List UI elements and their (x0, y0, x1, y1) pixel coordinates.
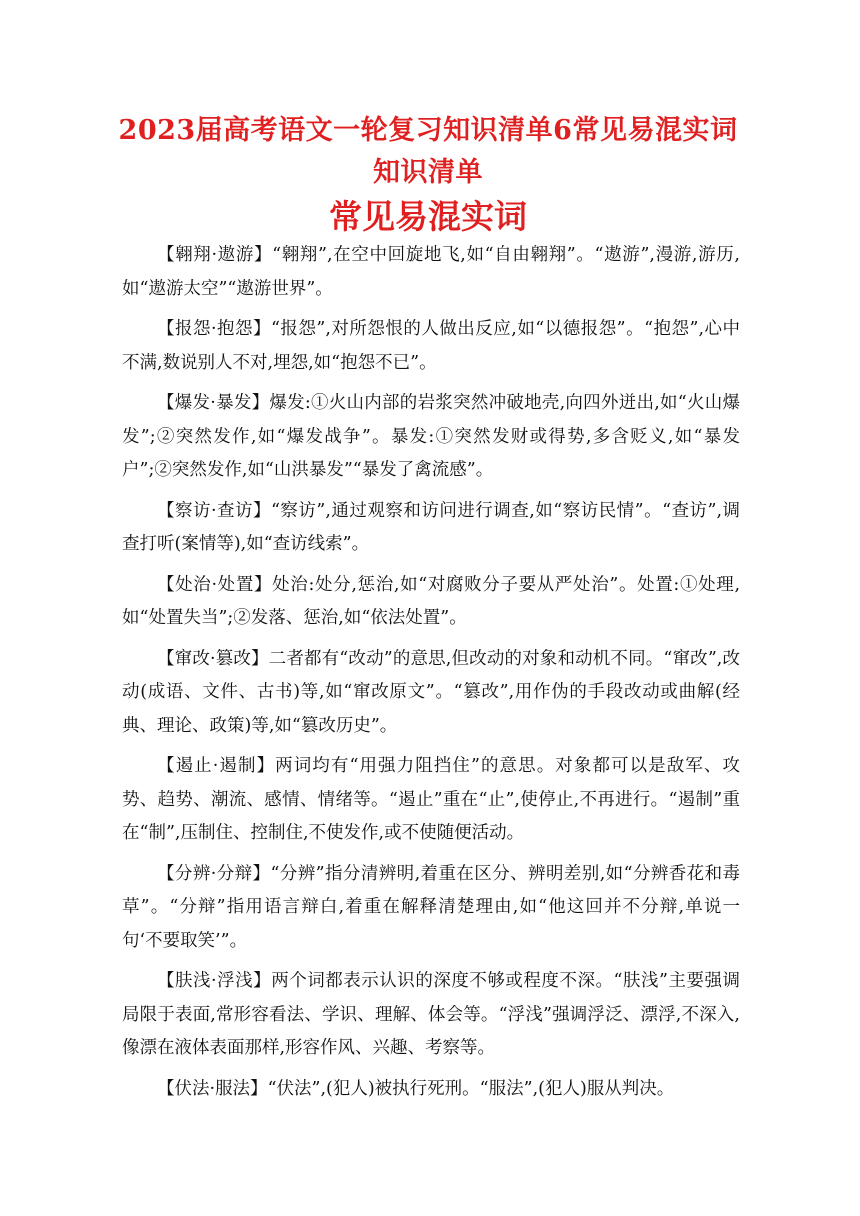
entry-text: 两词均有“用强力阻挡住”的意思。对象都可以是敌军、攻势、趋势、潮流、感情、情绪等。“遏止”重在“止”,使停止,不再进行。“遏制”重在“制”,压制住、控制住,不使发作,或不使随便活动。 (122, 756, 740, 843)
entry-term: 【察访·查访】 (157, 500, 271, 521)
entry-paragraph (122, 643, 740, 744)
entry-term: 【伏法·服法】 (157, 1078, 268, 1099)
entry-term: 【翱翔·遨游】 (157, 245, 273, 265)
entry-paragraph (122, 1073, 740, 1107)
entry-term: 【报怨·抱怨】 (157, 319, 271, 339)
document-title: 2023届高考语文一轮复习知识清单6常见易混实词知识清单 (118, 115, 738, 188)
entry-text: 爆发:①火山内部的岩浆突然冲破地壳,向四外迸出,如“火山爆发”;②突然发作,如“爆发战争”。暴发:①突然发财或得势,多含贬义,如“暴发户”;②突然发作,如“山洪暴发”“暴发了禽流感”。 (122, 393, 741, 480)
entry-text: “伏法”,(犯人)被执行死刑。“服法”,(犯人)服从判决。 (267, 1078, 675, 1099)
entry-text: 两个词都表示认识的深度不够或程度不深。“肤浅”主要强调局限于表面,常形容看法、学识、理解、体会等。“浮浅”强调浮泛、漂浮,不深入,像漂在液体表面那样,形容作风、兴趣、考察等。 (122, 971, 740, 1058)
entry-paragraph (122, 495, 740, 562)
entry-paragraph (122, 387, 740, 488)
entry-term: 【分辨·分辩】 (157, 863, 271, 884)
entry-text: 二者都有“改动”的意思,但改动的对象和动机不同。“窜改”,改动(成语、文件、古书)等,如“窜改原文”。“篡改”,用作伪的手段改动或曲解(经典、理论、政策)等,如“篡改历史”。 (122, 648, 740, 736)
entry-text: “察访”,通过观察和访问进行调查,如“察访民情”。“查访”,调查打听(案情等),如“查访线索”。 (122, 500, 741, 554)
entry-text: “分辨”指分清辨明,着重在区分、辨明差别,如“分辨香花和毒草”。“分辩”指用语言辩白,着重在解释清楚理由,如“他这回并不分辩,单说一句‘不要取笑’”。 (122, 863, 741, 951)
entry-term: 【爆发·暴发】 (157, 393, 270, 413)
section-heading: 常见易混实词 (329, 197, 527, 236)
entry-list (122, 239, 740, 1113)
entry-paragraph (122, 750, 740, 851)
entry-paragraph (122, 313, 740, 380)
entry-text: “翱翔”,在空中回旋地飞,如“自由翱翔”。“遨游”,漫游,游历,如“遨游太空”“遨游世界”。 (122, 245, 740, 299)
entry-term: 【处治·处置】 (157, 574, 273, 595)
entry-paragraph (122, 965, 740, 1066)
entry-paragraph (122, 569, 740, 636)
entry-paragraph (122, 858, 740, 959)
entry-text: “报怨”,对所怨恨的人做出反应,如“以德报怨”。“抱怨”,心中不满,数说别人不对,埋怨,如“抱怨不已”。 (122, 319, 741, 373)
entry-term: 【窜改·篡改】 (157, 648, 269, 669)
entry-paragraph (122, 239, 740, 306)
entry-term: 【遏止·遏制】 (157, 756, 276, 776)
entry-term: 【肤浅·浮浅】 (157, 971, 272, 991)
entry-text: 处治:处分,惩治,如“对腐败分子要从严处治”。处置:①处理,如“处置失当”;②发落、惩治,如“依法处置”。 (122, 574, 741, 628)
